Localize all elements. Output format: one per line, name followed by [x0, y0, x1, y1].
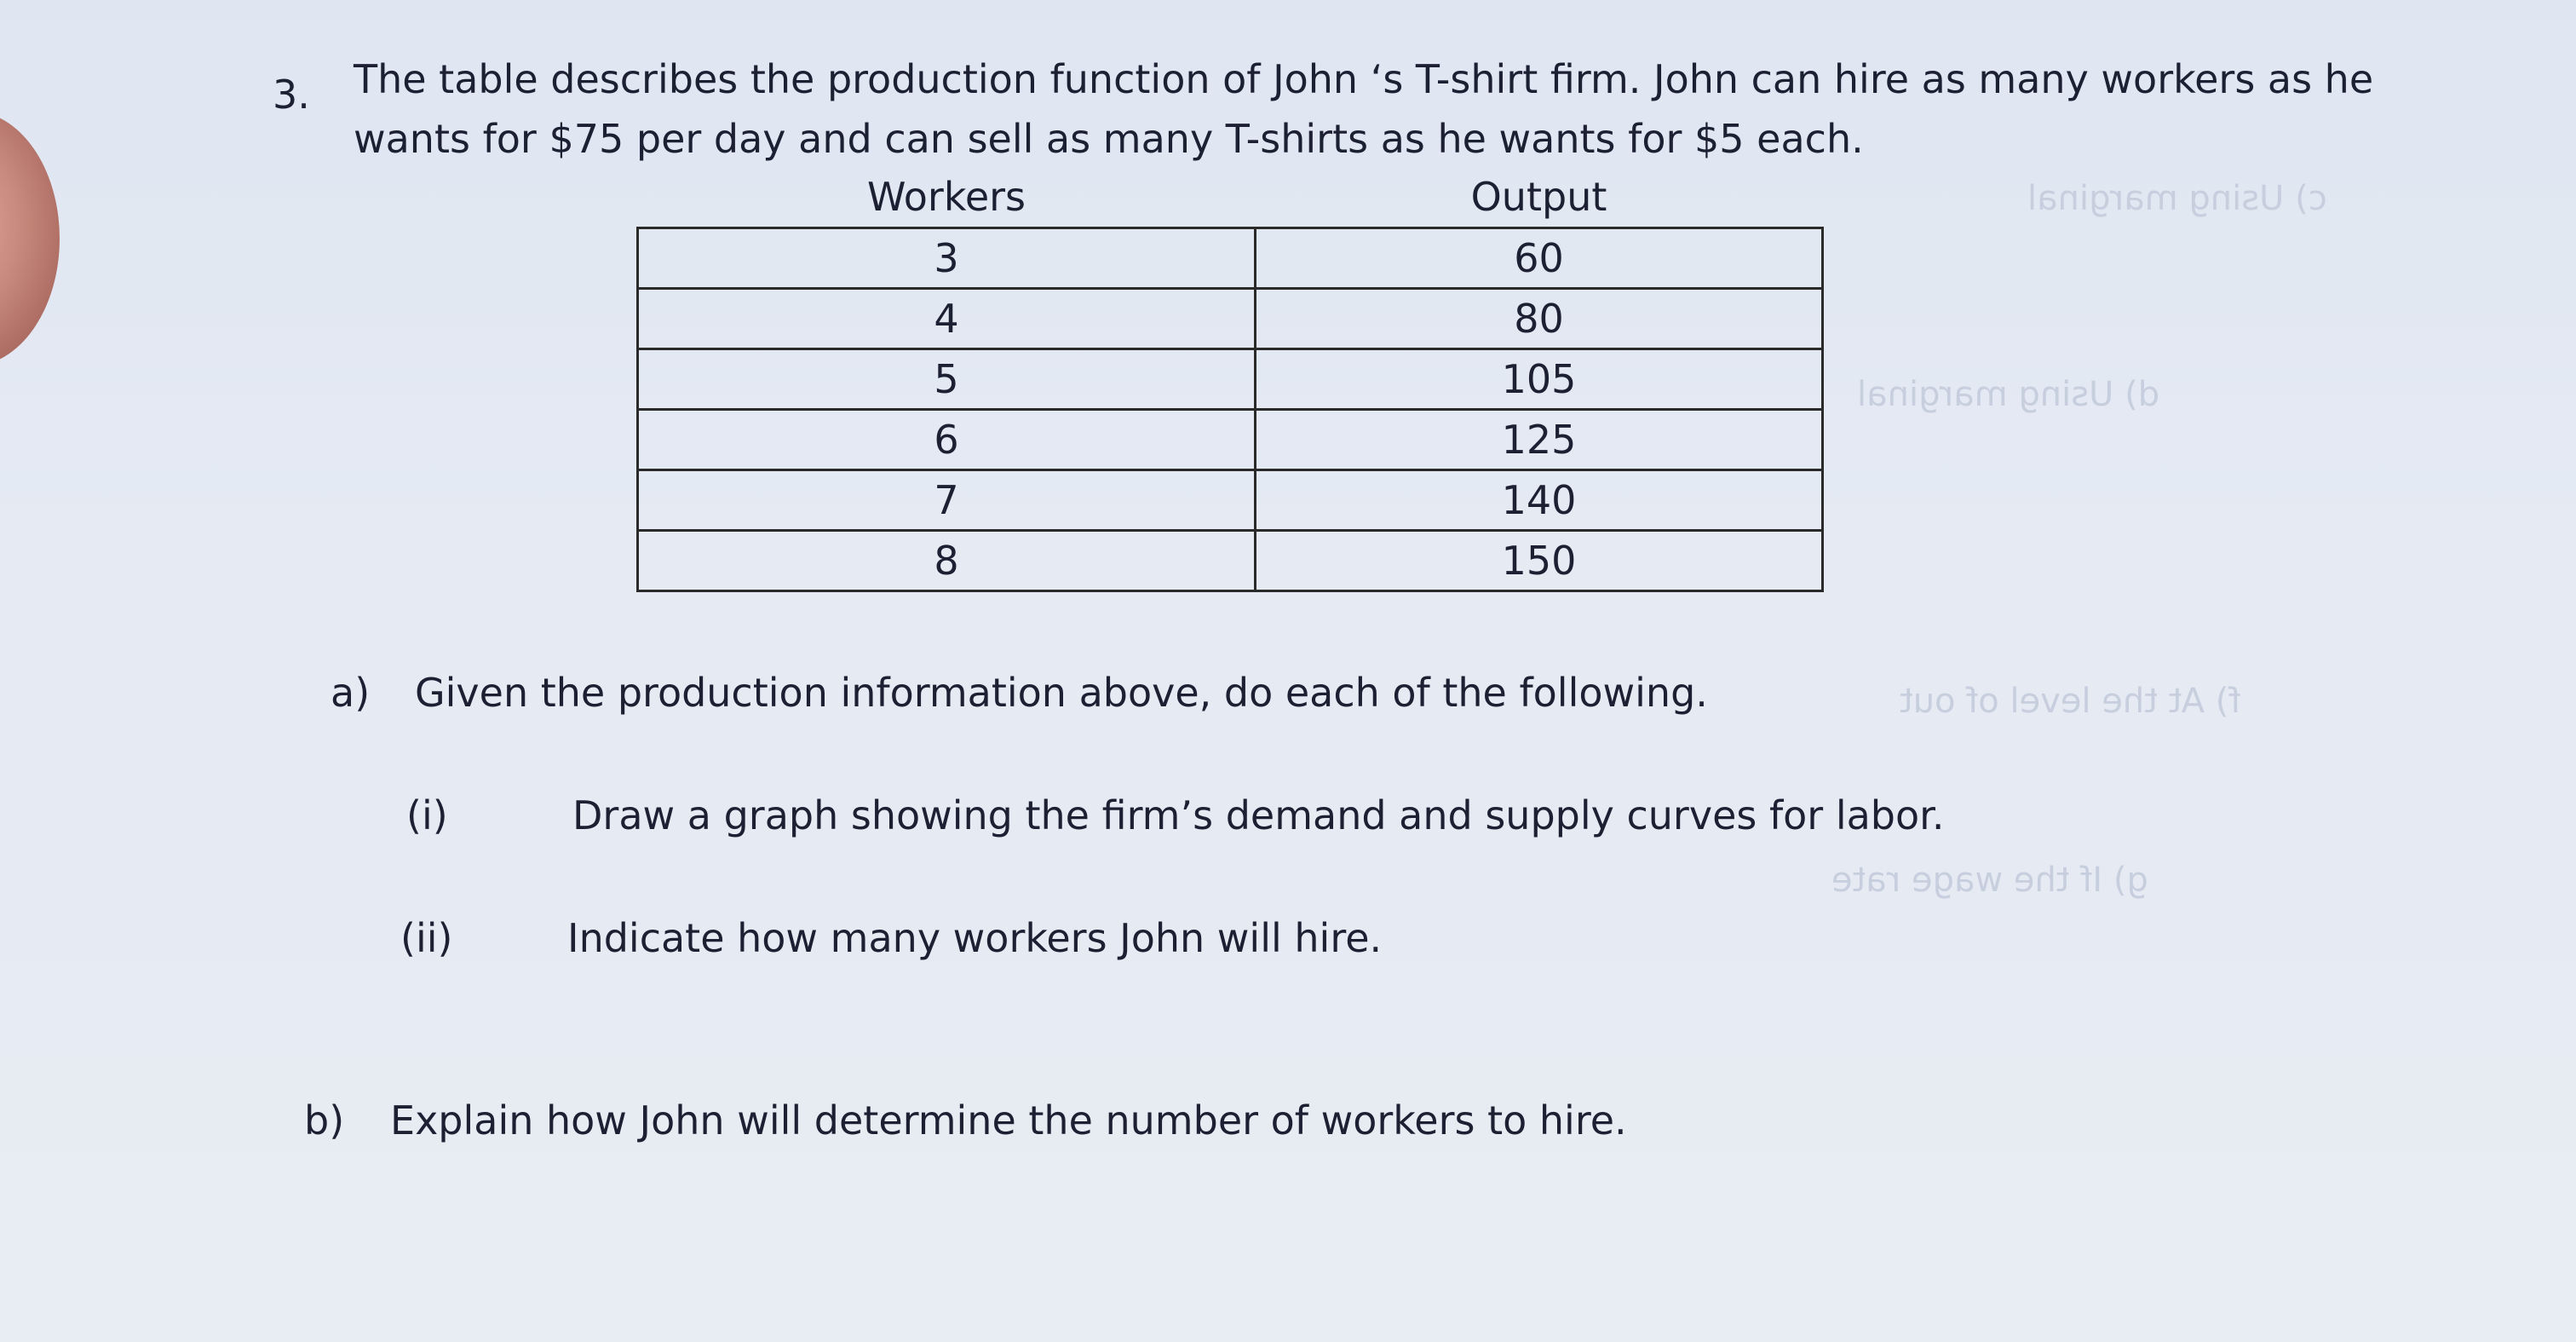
- part-b-text: Explain how John will determine the number of workers to hire.: [390, 1097, 1627, 1143]
- workers-cell: 5: [638, 349, 1256, 410]
- output-cell: 150: [1256, 531, 1823, 591]
- part-a-ii-text: Indicate how many workers John will hire.: [567, 915, 1383, 961]
- output-cell: 105: [1256, 349, 1823, 410]
- table-row: [638, 531, 1823, 591]
- output-cell: 60: [1256, 228, 1823, 289]
- part-a-label: a): [331, 670, 371, 716]
- workers-cell: 3: [638, 228, 1256, 289]
- table-row: [638, 410, 1823, 470]
- table-row: [638, 470, 1823, 531]
- show-through-text: f) At the level of out: [1900, 682, 2241, 721]
- part-a-i-text: Draw a graph showing the firm’s demand and supply curves for labor.: [572, 792, 1945, 838]
- part-b-label: b): [304, 1097, 345, 1143]
- table-row: [638, 228, 1823, 289]
- output-cell: 80: [1256, 289, 1823, 349]
- table-header-row: [638, 167, 1823, 228]
- table-row: [638, 289, 1823, 349]
- workers-cell: 7: [638, 470, 1256, 531]
- output-cell: 140: [1256, 470, 1823, 531]
- question-intro: The table describes the production function of John ‘s T-shirt firm. John can hire as many workers as he wants for $75 per day and can sell as many T-shirts as he wants for $5 each.: [354, 56, 2374, 162]
- output-cell: 125: [1256, 410, 1823, 470]
- show-through-text: d) Using marginal: [1857, 375, 2160, 414]
- part-a-text: Given the production information above, do each of the following.: [415, 670, 1708, 716]
- part-a-ii-label: (ii): [400, 915, 453, 961]
- column-header-output: Output: [1470, 174, 1607, 220]
- question-number: 3.: [273, 72, 310, 118]
- workers-cell: 6: [638, 410, 1256, 470]
- workers-cell: 8: [638, 531, 1256, 591]
- finger-shadow: [0, 111, 60, 366]
- show-through-text: g) If the wage rate: [1831, 861, 2148, 900]
- part-a-i-label: (i): [406, 792, 448, 838]
- table-row: [638, 349, 1823, 410]
- column-header-workers: Workers: [866, 174, 1026, 220]
- workers-cell: 4: [638, 289, 1256, 349]
- show-through-text: c) Using marginal: [2027, 179, 2327, 218]
- production-table: [636, 167, 1824, 592]
